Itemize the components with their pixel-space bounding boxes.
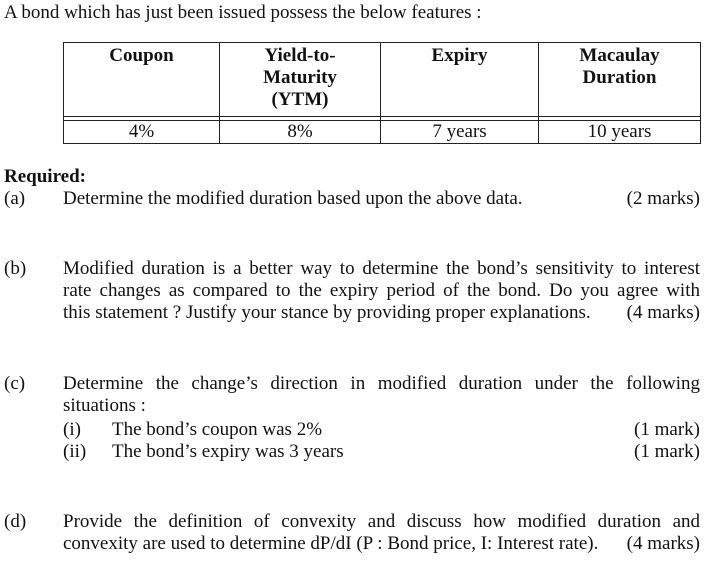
question-b-line-3: this statement ? Justify your stance by providing proper explanations. [63,302,591,323]
question-d-marks: (4 marks) [626,533,700,554]
header-macaulay-duration: Macaulay Duration [539,43,701,117]
bond-features-table [63,42,701,144]
table-row [64,121,701,144]
cell-ytm: 8% [220,121,381,144]
required-heading: Required: [4,166,86,187]
question-d-line-1: Provide the definition of convexity and discuss how modified duration and [63,511,700,532]
question-b-marks: (4 marks) [626,302,700,323]
question-c-line-1: Determine the change’s direction in modified duration under the following [63,373,700,394]
question-a-text: Determine the modified duration based upon the above data. [63,188,523,209]
table-header-row [64,43,701,117]
header-coupon: Coupon [64,43,220,117]
question-b-label: (b) [4,258,27,279]
question-b-line-1: Modified duration is a better way to determine the bond’s sensitivity to interest [63,258,700,279]
header-expiry: Expiry [381,43,539,117]
question-c-sub-i-marks: (1 mark) [634,419,700,440]
cell-macaulay: 10 years [539,121,701,144]
question-d-label: (d) [4,511,27,532]
intro-text: A bond which has just been issued possess the below features : [4,2,482,23]
question-d-line-2: convexity are used to determine dP/dI (P : Bond price, I: Interest rate). [63,533,599,554]
question-c-sub-i-text: The bond’s coupon was 2% [112,419,323,440]
question-c-sub-ii-label: (ii) [63,441,87,462]
question-c-sub-ii-text: The bond’s expiry was 3 years [112,441,344,462]
question-c-label: (c) [4,373,26,394]
question-c-sub-i-label: (i) [63,419,81,440]
question-c-line-2: situations : [63,395,146,416]
question-c-sub-ii-marks: (1 mark) [634,441,700,462]
question-a-label: (a) [4,188,26,209]
header-ytm: Yield-to- Maturity (YTM) [220,43,381,117]
question-b-line-2: rate changes as compared to the expiry period of the bond. Do you agree with [63,280,700,301]
cell-expiry: 7 years [381,121,539,144]
cell-coupon: 4% [64,121,220,144]
question-a-marks: (2 marks) [626,188,700,209]
